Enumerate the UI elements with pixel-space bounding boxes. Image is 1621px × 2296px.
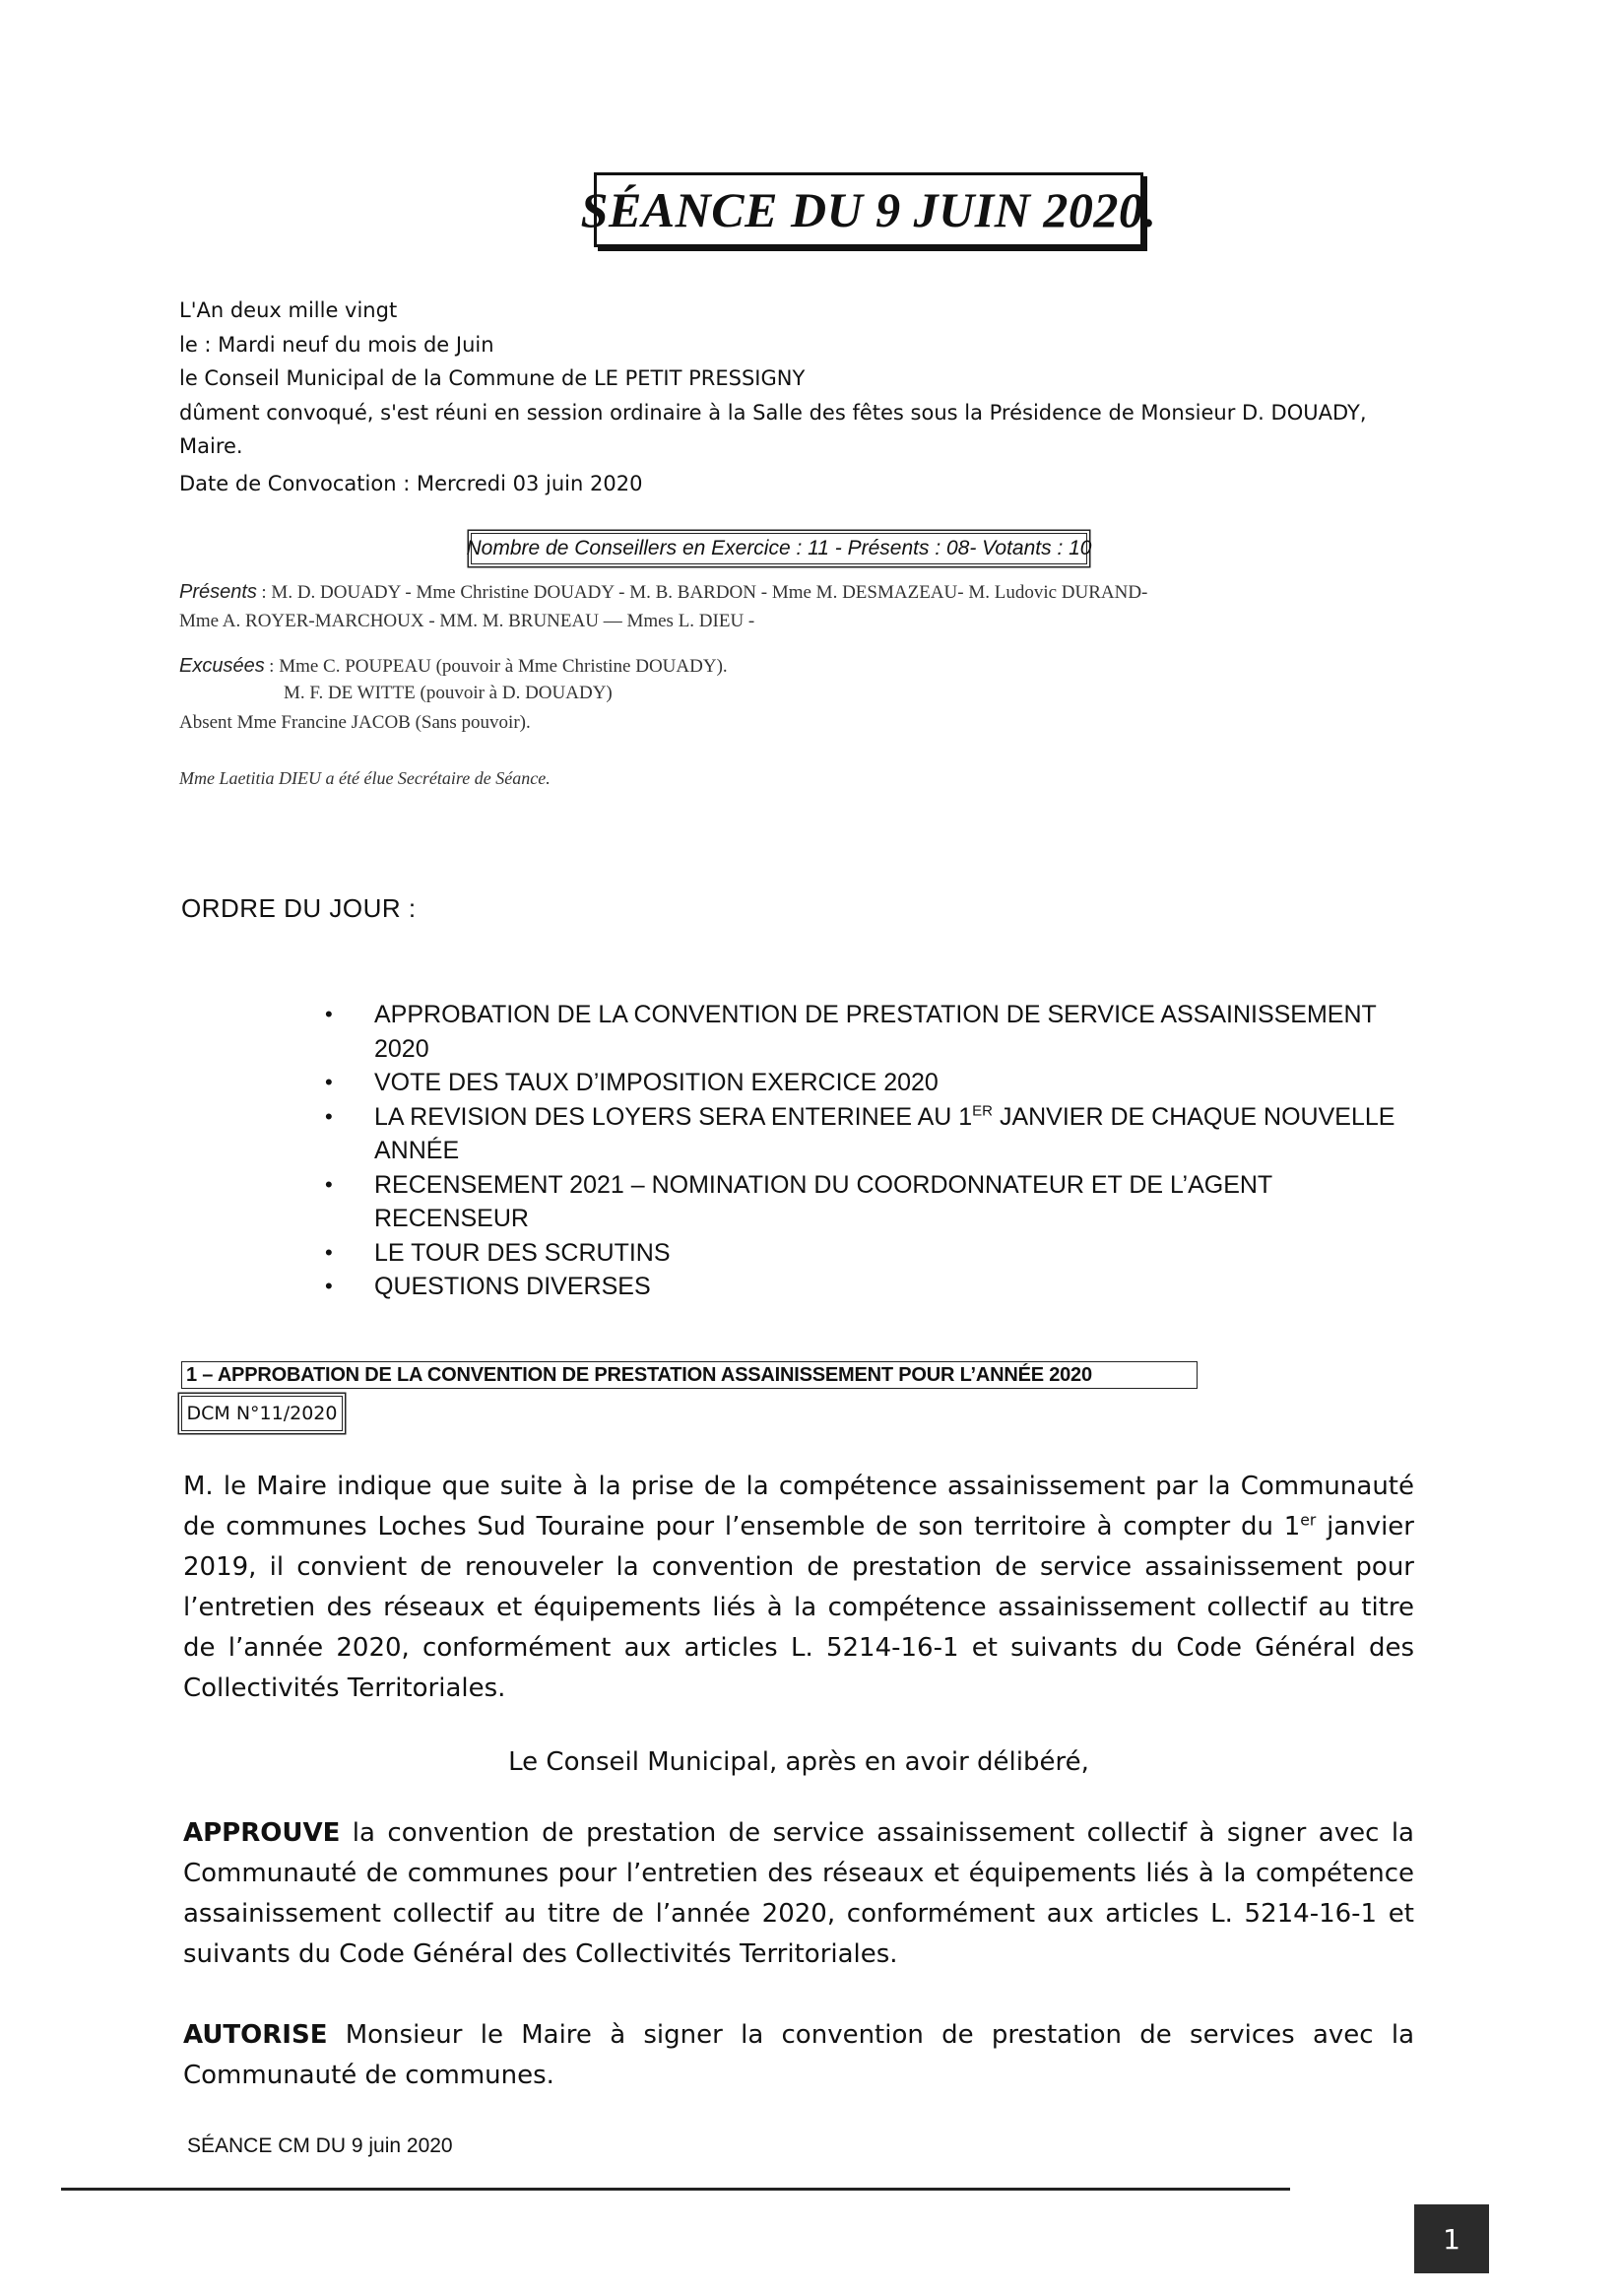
superscript: er <box>1300 1511 1317 1530</box>
page-number: 1 <box>1414 2204 1489 2273</box>
bullet-icon: • <box>325 1239 333 1265</box>
intro-line: L'An deux mille vingt <box>179 298 398 322</box>
paragraph-approuve <box>183 1813 1414 1975</box>
agenda-text-part: JANVIER DE CHAQUE NOUVELLE <box>993 1102 1395 1131</box>
agenda-item-text: APPROBATION DE LA CONVENTION DE PRESTATION DE SERVICE ASSAINISSEMENT <box>374 1001 1377 1028</box>
agenda-item <box>325 1270 1408 1304</box>
agenda-item-text: VOTE DES TAUX D’IMPOSITION EXERCICE 2020 <box>374 1069 939 1096</box>
deliberation-line: Le Conseil Municipal, après en avoir délibéré, <box>508 1747 1089 1777</box>
secretaire-line: Mme Laetitia DIEU a été élue Secrétaire de Séance. <box>179 768 551 788</box>
paragraph-text: la convention de prestation de service assainissement collectif à signer avec la Communauté de communes pour l’entretien des réseaux et équipements liés à la compétence assainissement collectif au titre de l’année 2020, conformément aux articles L. 5214-16-1 et suivants du Code Général des Collectivités Territoriales. <box>183 1818 1414 1969</box>
agenda-item-text: RECENSEUR <box>374 1205 529 1232</box>
agenda-item-text: LE TOUR DES SCRUTINS <box>374 1238 671 1267</box>
agenda-item-text: QUESTIONS DIVERSES <box>374 1273 651 1300</box>
bullet-icon: • <box>325 1274 333 1298</box>
intro-line: dûment convoqué, s'est réuni en session ordinaire à la Salle des fêtes sous la Présidence de Monsieur D. DOUADY, <box>179 400 1367 425</box>
agenda-item-text <box>374 1100 1408 1135</box>
agenda-item <box>325 1066 1408 1100</box>
paragraph-text: M. le Maire indique que suite à la prise de la compétence assainissement par la Communauté de communes Loches Sud Touraine pour l’ensemble de son territoire à compter du 1 <box>183 1472 1414 1542</box>
intro-line: le Conseil Municipal de la Commune de LE PETIT PRESSIGNY <box>179 366 806 390</box>
agenda-item <box>325 998 1408 1066</box>
bullet-icon: • <box>325 1070 333 1094</box>
bullet-icon: • <box>325 1002 333 1026</box>
footer-text: SÉANCE CM DU 9 juin 2020 <box>187 2134 453 2157</box>
excuses-names-continued: M. F. DE WITTE (pouvoir à D. DOUADY) <box>284 683 613 703</box>
dcm-reference: DCM N°11/2020 <box>181 1396 343 1431</box>
autorise-label: AUTORISE <box>183 2020 328 2050</box>
paragraph-text: Monsieur le Maire à signer la convention de prestation de services avec la Communauté de communes. <box>183 2020 1414 2090</box>
paragraph-autorise <box>183 2015 1414 2096</box>
intro-line: le : Mardi neuf du mois de Juin <box>179 332 494 357</box>
footer-divider <box>61 2188 1290 2191</box>
intro-line: Maire. <box>179 434 243 458</box>
presents-line <box>179 581 1147 604</box>
presents-names-continued: Mme A. ROYER-MARCHOUX - MM. M. BRUNEAU — Mmes L. DIEU - <box>179 611 755 631</box>
paragraph-intro <box>183 1467 1414 1709</box>
agenda-item <box>325 1236 1408 1271</box>
absent-line: Absent Mme Francine JACOB (Sans pouvoir). <box>179 712 531 733</box>
title-box <box>580 172 1157 247</box>
presents-names: : M. D. DOUADY - Mme Christine DOUADY - M. B. BARDON - Mme M. DESMAZEAU- M. Ludovic DURAND- <box>261 582 1148 603</box>
agenda-item <box>325 1100 1408 1168</box>
presents-label: Présents <box>179 581 257 603</box>
agenda-list <box>325 998 1408 1304</box>
agenda-item-text: ANNÉE <box>374 1137 460 1164</box>
superscript: ER <box>972 1102 993 1120</box>
bullet-icon: • <box>325 1171 333 1197</box>
counts-box: Nombre de Conseillers en Exercice : 11 - Présents : 08- Votants : 10 <box>471 533 1087 564</box>
intro-block <box>179 294 1459 464</box>
agenda-item-text: RECENSEMENT 2021 – NOMINATION DU COORDONNATEUR ET DE L’AGENT <box>374 1170 1273 1199</box>
convocation-date: Date de Convocation : Mercredi 03 juin 2020 <box>179 472 643 495</box>
agenda-heading: ORDRE DU JOUR : <box>181 893 417 923</box>
agenda-item <box>325 1168 1408 1236</box>
approuve-label: APPROUVE <box>183 1818 341 1848</box>
excuses-line <box>179 655 728 678</box>
agenda-item-text: 2020 <box>374 1034 429 1063</box>
excuses-names: : Mme C. POUPEAU (pouvoir à Mme Christine DOUADY). <box>269 656 728 677</box>
paragraph-text: janvier 2019, il convient de renouveler la convention de prestation de service assainissement pour l’entretien des réseaux et équipements liés à la compétence assainissement collectif au titre de l’année 2020, conformément aux articles L. 5214-16-1 et suivants du Code Général des Collectivités Territoriales. <box>183 1512 1414 1703</box>
bullet-icon: • <box>325 1103 333 1129</box>
excuses-label: Excusées <box>179 655 265 677</box>
agenda-text-part: LA REVISION DES LOYERS SERA ENTERINEE AU 1 <box>374 1102 973 1131</box>
section-heading: 1 – APPROBATION DE LA CONVENTION DE PRESTATION ASSAINISSEMENT POUR L’ANNÉE 2020 <box>181 1361 1198 1389</box>
page-title: SÉANCE DU 9 JUIN 2020. <box>580 182 1157 237</box>
